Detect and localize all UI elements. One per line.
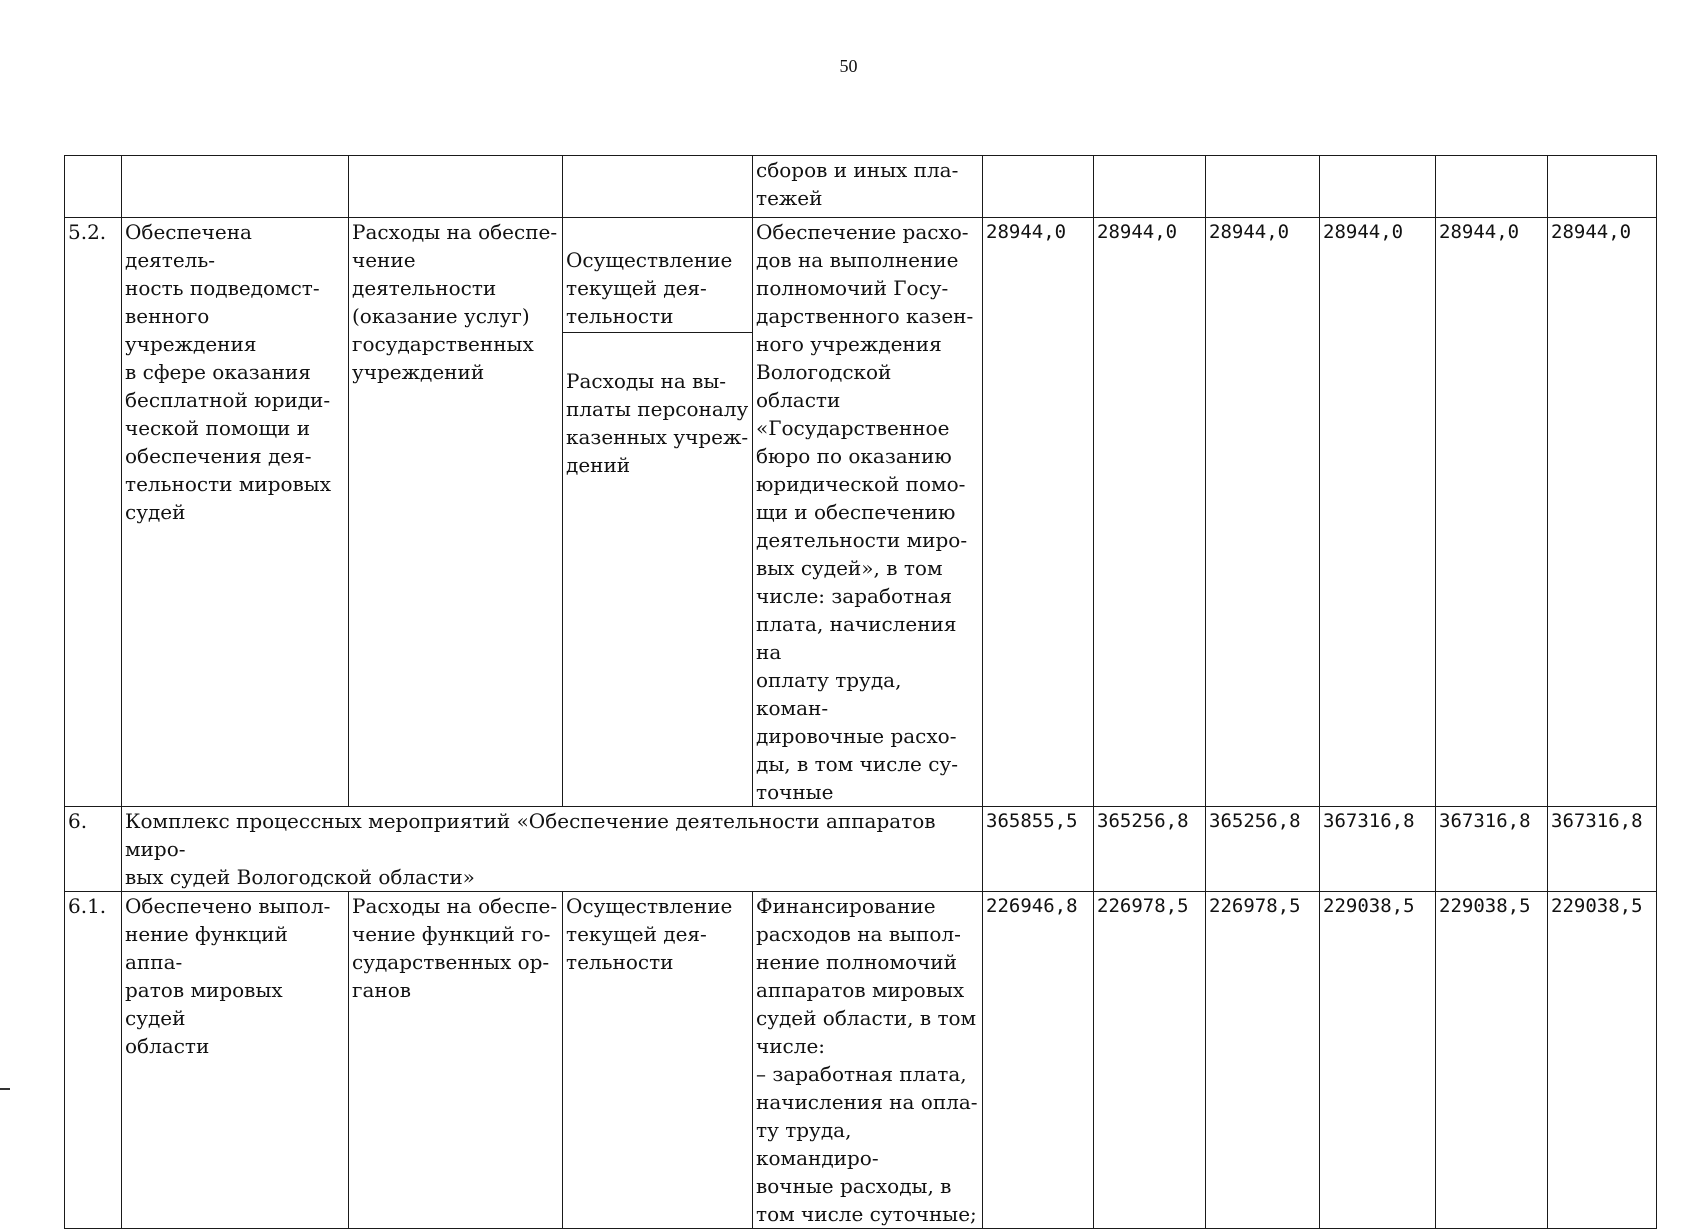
cell-value: 229038,5 (1320, 892, 1436, 1229)
cell-value: 28944,0 (1436, 218, 1548, 807)
cell-empty (1548, 156, 1657, 218)
cell-value: 365256,8 (1206, 807, 1320, 892)
cell-value: 229038,5 (1436, 892, 1548, 1229)
cell-value: 28944,0 (1094, 218, 1206, 807)
margin-mark (0, 1088, 10, 1090)
cell-result: Обеспечена деятель- ность подведомст- венного учреждения в сфере оказания бесплатной юриди- ческой помощи и обеспечения дея- тельности мировых судей (122, 218, 349, 807)
cell-section-title: Комплекс процессных мероприятий «Обеспечение деятельности аппаратов миро- вых судей Вологодской области» (122, 807, 983, 892)
cell-value: 28944,0 (1206, 218, 1320, 807)
cell-row-number: 6. (65, 807, 122, 892)
cell-value: 28944,0 (1548, 218, 1657, 807)
cell-empty (65, 156, 122, 218)
page-number: 50 (839, 56, 858, 76)
cell-value: 367316,8 (1436, 807, 1548, 892)
cell-value: 365855,5 (983, 807, 1094, 892)
cell-activity: Осуществление текущей дея- тельности (563, 892, 753, 1229)
cell-result: Обеспечено выпол- нение функций аппа- ратов мировых судей области (122, 892, 349, 1229)
table-row-6-1 (65, 892, 1657, 1229)
cell-value: 226978,5 (1206, 892, 1320, 1229)
cell-empty (1206, 156, 1320, 218)
cell-row-number: 6.1. (65, 892, 122, 1229)
cell-description: Обеспечение расхо- дов на выполнение полномочий Госу- дарственного казен- ного учреждения Вологодской области «Государственное бюро по оказанию юридической помо- щи и обеспечению деятельности миро- вых судей», в том числе: заработная плата, начисления на оплату труда, коман- дировочные расхо- ды, в том числе су- точные (753, 218, 983, 807)
cell-empty (983, 156, 1094, 218)
cell-value: 226946,8 (983, 892, 1094, 1229)
cell-empty (563, 156, 753, 218)
cell-activity-sub: Расходы на вы- платы персоналу казенных учреж- дений (566, 369, 749, 477)
cell-empty (1320, 156, 1436, 218)
cell-row-number: 5.2. (65, 218, 122, 807)
cell-expense-type: Расходы на обеспе- чение функций го- сударственных ор- ганов (349, 892, 563, 1229)
budget-table (64, 155, 1657, 1229)
table-row-continuation (65, 156, 1657, 218)
cell-empty (349, 156, 563, 218)
cell-value: 28944,0 (1320, 218, 1436, 807)
cell-empty (1436, 156, 1548, 218)
cell-value: 365256,8 (1094, 807, 1206, 892)
cell-description: сборов и иных пла- тежей (753, 156, 983, 218)
table-row-6 (65, 807, 1657, 892)
cell-expense-type: Расходы на обеспе- чение деятельности (оказание услуг) государственных учреждений (349, 218, 563, 807)
cell-description: Финансирование расходов на выпол- нение полномочий аппаратов мировых судей области, в том числе: – заработная плата, начисления на опла- ту труда, командиро- вочные расходы, в том числе суточные; (753, 892, 983, 1229)
cell-value: 367316,8 (1548, 807, 1657, 892)
cell-activity-main: Осуществление текущей дея- тельности (563, 246, 752, 333)
cell-value: 226978,5 (1094, 892, 1206, 1229)
cell-activity (563, 218, 753, 807)
table-row-5-2 (65, 218, 1657, 807)
cell-empty (122, 156, 349, 218)
cell-value: 28944,0 (983, 218, 1094, 807)
cell-value: 367316,8 (1320, 807, 1436, 892)
cell-empty (1094, 156, 1206, 218)
cell-value: 229038,5 (1548, 892, 1657, 1229)
